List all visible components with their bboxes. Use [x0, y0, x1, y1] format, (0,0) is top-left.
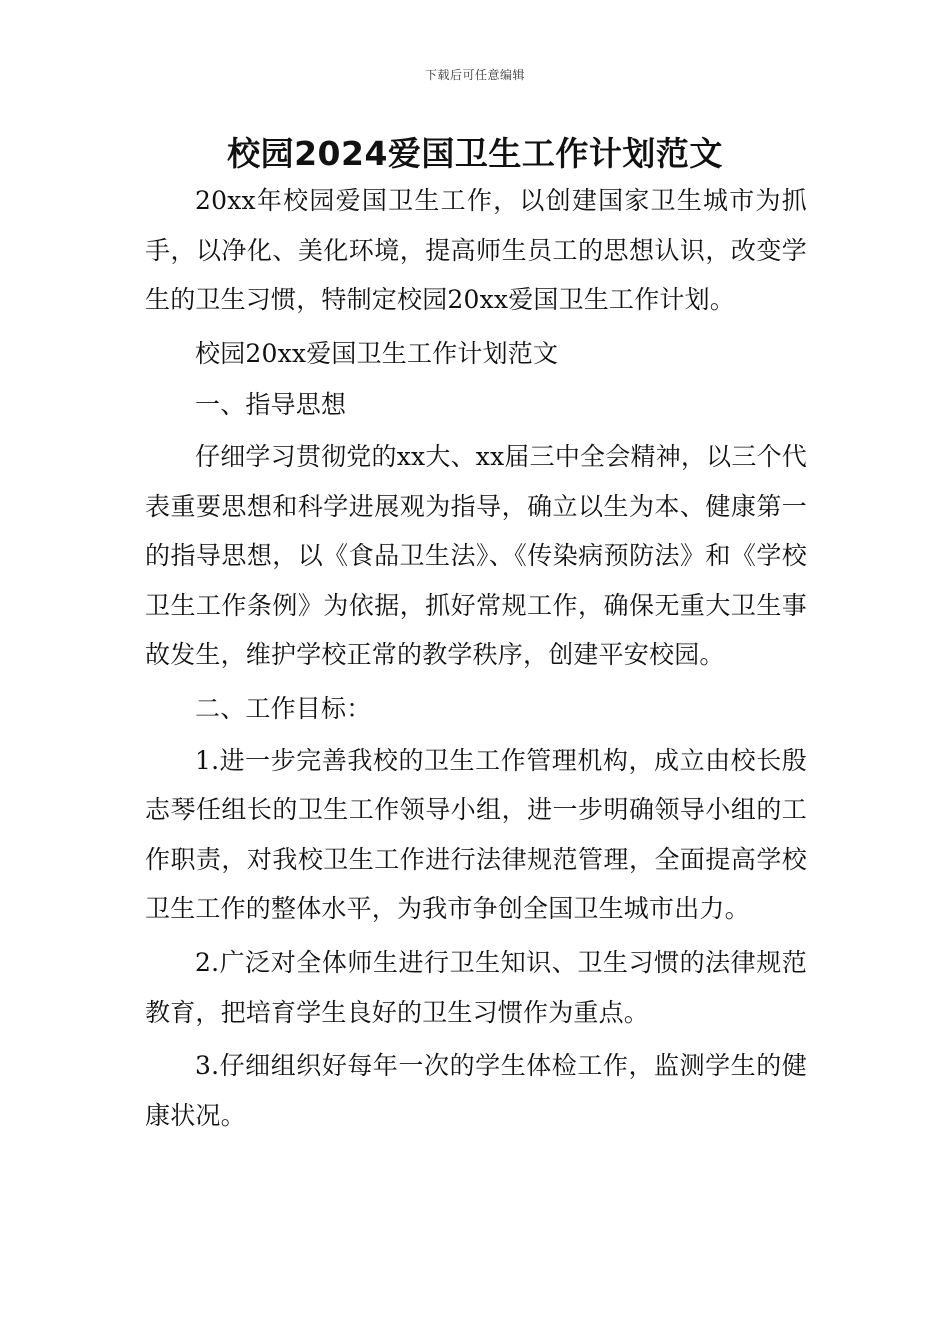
list-item-goal-3: 3.仔细组织好每年一次的学生体检工作，监测学生的健康状况。 [145, 1051, 807, 1130]
section-heading-guiding-thought: 一、指导思想 [195, 390, 347, 420]
paragraph-intro: 20xx年校园爱国卫生工作，以创建国家卫生城市为抓手，以净化、美化环境，提高师生员工的思想认识，改变学生的卫生习惯，特制定校园20xx爱国卫生工作计划。 [145, 186, 807, 315]
document-title: 校园2024爱国卫生工作计划范文 [227, 134, 723, 173]
document-body [145, 176, 807, 1144]
section-heading-work-goals: 二、工作目标： [195, 693, 372, 723]
list-item-goal-1: 1.进一步完善我校的卫生工作管理机构，成立由校长殷志琴任组长的卫生工作领导小组，进一步明确领导小组的工作职责，对我校卫生工作进行法律规范管理，全面提高学校卫生工作的整体水平，为我市争创全国卫生城市出力。 [145, 745, 807, 924]
header-note: 下载后可任意编辑 [424, 68, 525, 82]
paragraph-guiding-thought: 仔细学习贯彻党的xx大、xx届三中全会精神，以三个代表重要思想和科学进展观为指导，确立以生为本、健康第一的指导思想，以《食品卫生法》、《传染病预防法》和《学校卫生工作条例》为依据，抓好常规工作，确保无重大卫生事故发生，维护学校正常的教学秩序，创建平安校园。 [145, 441, 807, 670]
list-item-goal-2: 2.广泛对全体师生进行卫生知识、卫生习惯的法律规范教育，把培育学生良好的卫生习惯作为重点。 [145, 947, 807, 1027]
paragraph-subtitle: 校园20xx爱国卫生工作计划范文 [195, 338, 559, 368]
